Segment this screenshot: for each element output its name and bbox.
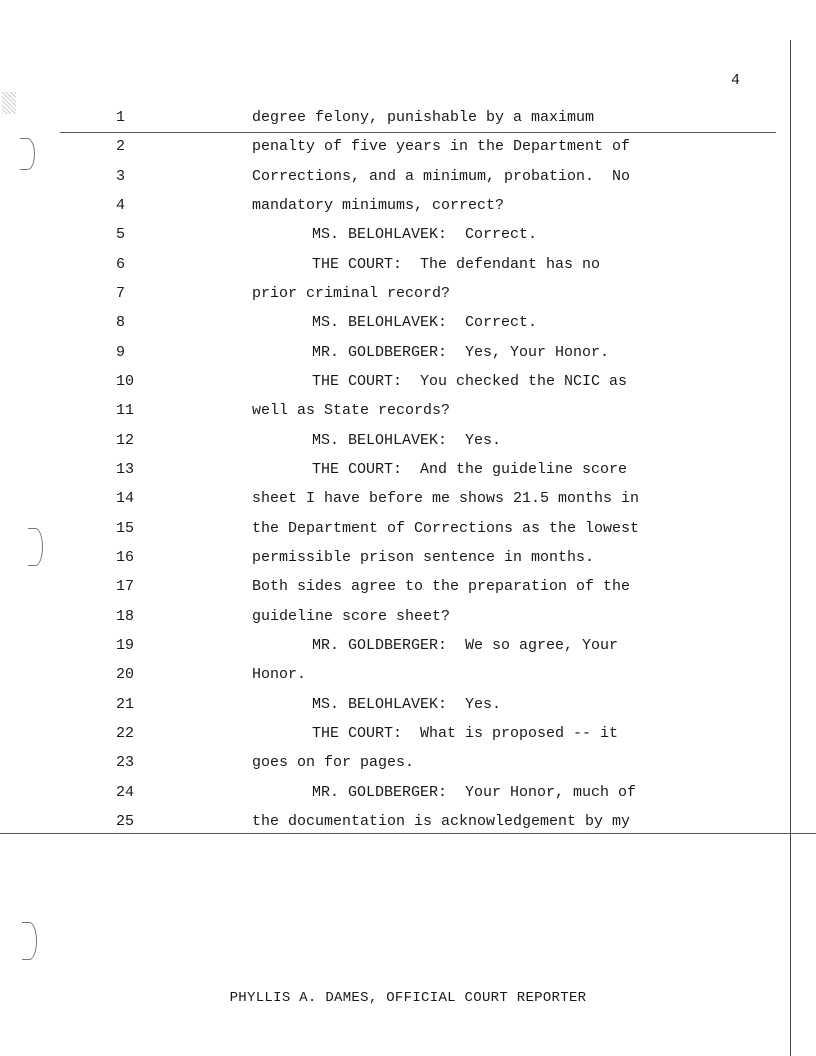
transcript-line [0, 724, 780, 753]
transcript-line [0, 167, 780, 196]
line-text: MR. GOLDBERGER: We so agree, Your [312, 636, 619, 654]
line-text: MS. BELOHLAVEK: Yes. [312, 695, 502, 713]
line-number: 25 [116, 812, 135, 830]
line-text: MS. BELOHLAVEK: Yes. [312, 431, 502, 449]
line-text: penalty of five years in the Department of [252, 138, 631, 156]
line-number: 4 [116, 196, 126, 214]
line-number: 13 [116, 460, 135, 478]
transcript-line [0, 255, 780, 284]
line-number: 12 [116, 431, 135, 449]
line-number: 21 [116, 695, 135, 713]
transcript-line [0, 783, 780, 812]
transcript-line [0, 753, 780, 782]
transcript-line [0, 548, 780, 577]
transcript-line [0, 812, 780, 841]
line-number: 19 [116, 636, 135, 654]
transcript-line [0, 137, 780, 166]
line-text: THE COURT: And the guideline score [312, 460, 628, 478]
line-number: 23 [116, 754, 135, 772]
line-number: 24 [116, 783, 135, 801]
page-number: 4 [730, 72, 740, 89]
line-number: 10 [116, 372, 135, 390]
line-text: degree felony, punishable by a maximum [252, 109, 595, 126]
line-text: goes on for pages. [252, 754, 415, 772]
line-number: 6 [116, 255, 126, 273]
transcript-line [0, 665, 780, 694]
line-text: sheet I have before me shows 21.5 months in [252, 490, 640, 508]
transcript-line [0, 108, 780, 137]
line-text: the Department of Corrections as the lowest [252, 519, 640, 537]
line-number: 14 [116, 490, 135, 508]
transcript-line [0, 225, 780, 254]
line-number: 17 [116, 578, 135, 596]
line-text: mandatory minimums, correct? [252, 196, 505, 214]
line-number: 3 [116, 167, 126, 185]
line-text: Both sides agree to the preparation of the [252, 578, 631, 596]
line-text: THE COURT: You checked the NCIC as [312, 372, 628, 390]
line-text: Corrections, and a minimum, probation. No [252, 167, 631, 185]
line-number: 5 [116, 226, 126, 244]
transcript-line [0, 196, 780, 225]
line-text: MS. BELOHLAVEK: Correct. [312, 226, 538, 244]
line-text: well as State records? [252, 402, 451, 420]
line-number: 15 [116, 519, 135, 537]
line-text: Honor. [252, 666, 307, 684]
right-margin-rule [790, 40, 791, 1056]
line-number: 22 [116, 724, 135, 742]
transcript-line [0, 695, 780, 724]
line-number: 16 [116, 548, 135, 566]
line-number: 2 [116, 138, 126, 156]
line-text: permissible prison sentence in months. [252, 548, 595, 566]
transcript-line [0, 343, 780, 372]
transcript-line [0, 401, 780, 430]
transcript-line [0, 284, 780, 313]
transcript-line [0, 313, 780, 342]
transcript-line [0, 577, 780, 606]
line-number: 7 [116, 284, 126, 302]
transcript-line [0, 489, 780, 518]
line-text: THE COURT: The defendant has no [312, 255, 601, 273]
transcript-line [0, 607, 780, 636]
line-text: MR. GOLDBERGER: Your Honor, much of [312, 783, 637, 801]
line-number: 11 [116, 402, 135, 420]
line-number: 8 [116, 314, 126, 332]
line-text: guideline score sheet? [252, 607, 451, 625]
line-text: the documentation is acknowledgement by my [252, 812, 631, 830]
line-text: MR. GOLDBERGER: Yes, Your Honor. [312, 343, 610, 361]
hole-punch-mark [22, 922, 37, 960]
line-number: 20 [116, 666, 135, 684]
transcript-lines [0, 108, 780, 841]
line-text: THE COURT: What is proposed -- it [312, 724, 619, 742]
line-text: prior criminal record? [252, 284, 451, 302]
line-number: 9 [116, 343, 126, 361]
transcript-line [0, 636, 780, 665]
line-text: MS. BELOHLAVEK: Correct. [312, 314, 538, 332]
line-number: 18 [116, 607, 135, 625]
reporter-footer: PHYLLIS A. DAMES, OFFICIAL COURT REPORTER [229, 990, 587, 1006]
transcript-line [0, 372, 780, 401]
transcript-line [0, 460, 780, 489]
line-number: 1 [116, 109, 126, 126]
transcript-line [0, 431, 780, 460]
transcript-line [0, 519, 780, 548]
